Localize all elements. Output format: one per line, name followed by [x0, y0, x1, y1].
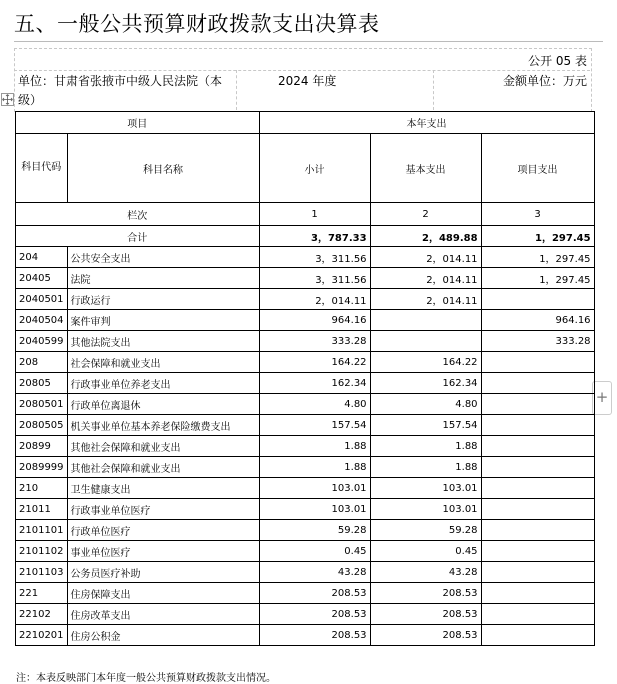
name-cell: 住房保障支出 — [67, 583, 259, 604]
code-cell: 204 — [16, 247, 68, 268]
project-cell — [481, 478, 594, 499]
project-cell — [481, 394, 594, 415]
table-row — [16, 394, 595, 415]
basic-cell: 103.01 — [370, 478, 481, 499]
total-row — [16, 226, 595, 247]
add-column-button[interactable]: + — [592, 381, 612, 415]
name-cell: 行政单位离退休 — [67, 394, 259, 415]
name-cell: 公务员医疗补助 — [67, 562, 259, 583]
project-cell — [481, 562, 594, 583]
basic-cell: 1.88 — [370, 457, 481, 478]
header-row — [16, 112, 595, 134]
project-cell — [481, 436, 594, 457]
title-divider — [14, 41, 603, 42]
subtotal-cell: 3，311.56 — [259, 247, 370, 268]
header-item: 项目 — [16, 112, 260, 134]
name-cell: 其他社会保障和就业支出 — [67, 457, 259, 478]
basic-cell: 164.22 — [370, 352, 481, 373]
project-cell — [481, 457, 594, 478]
subtotal-cell: 0.45 — [259, 541, 370, 562]
name-cell: 法院 — [67, 268, 259, 289]
name-cell: 行政事业单位养老支出 — [67, 373, 259, 394]
project-cell — [481, 499, 594, 520]
table-row — [16, 247, 595, 268]
basic-cell: 208.53 — [370, 625, 481, 646]
table-row — [16, 436, 595, 457]
table-row — [16, 373, 595, 394]
table-row — [16, 289, 595, 310]
header-code: 科目代码 — [16, 134, 68, 203]
subtotal-cell: 2，014.11 — [259, 289, 370, 310]
name-cell: 社会保障和就业支出 — [67, 352, 259, 373]
project-cell — [481, 415, 594, 436]
total-label: 合计 — [16, 226, 260, 247]
basic-cell — [370, 310, 481, 331]
basic-cell: 208.53 — [370, 604, 481, 625]
header-name: 科目名称 — [67, 134, 259, 203]
basic-cell: 2，014.11 — [370, 268, 481, 289]
subtotal-cell: 208.53 — [259, 625, 370, 646]
basic-cell: 43.28 — [370, 562, 481, 583]
name-cell: 住房改革支出 — [67, 604, 259, 625]
basic-cell: 0.45 — [370, 541, 481, 562]
basic-cell: 59.28 — [370, 520, 481, 541]
basic-cell: 157.54 — [370, 415, 481, 436]
code-cell: 2101101 — [16, 520, 68, 541]
header-project: 项目支出 — [481, 134, 594, 203]
code-cell: 221 — [16, 583, 68, 604]
table-row — [16, 625, 595, 646]
subtotal-cell: 59.28 — [259, 520, 370, 541]
total-project: 1，297.45 — [481, 226, 594, 247]
subtotal-cell: 43.28 — [259, 562, 370, 583]
header-current-year: 本年支出 — [259, 112, 594, 134]
header-row — [16, 134, 595, 203]
table-row — [16, 499, 595, 520]
column-order-1: 1 — [259, 203, 370, 226]
code-cell: 2080505 — [16, 415, 68, 436]
table-row — [16, 478, 595, 499]
table-row — [16, 604, 595, 625]
code-cell: 2210201 — [16, 625, 68, 646]
name-cell: 案件审判 — [67, 310, 259, 331]
basic-cell — [370, 331, 481, 352]
code-cell: 2040599 — [16, 331, 68, 352]
project-cell: 1，297.45 — [481, 268, 594, 289]
name-cell: 行政事业单位医疗 — [67, 499, 259, 520]
subtotal-cell: 103.01 — [259, 478, 370, 499]
table-row — [16, 310, 595, 331]
project-cell — [481, 625, 594, 646]
table-row — [16, 457, 595, 478]
code-cell: 2080501 — [16, 394, 68, 415]
subtotal-cell: 333.28 — [259, 331, 370, 352]
meta-divider — [14, 70, 590, 71]
project-cell — [481, 541, 594, 562]
table-row — [16, 352, 595, 373]
header-basic: 基本支出 — [370, 134, 481, 203]
form-number: 公开 05 表 — [528, 54, 587, 68]
code-cell: 20405 — [16, 268, 68, 289]
column-order-label: 栏次 — [16, 203, 260, 226]
total-subtotal: 3，787.33 — [259, 226, 370, 247]
name-cell: 机关事业单位基本养老保险缴费支出 — [67, 415, 259, 436]
column-order-row — [16, 203, 595, 226]
code-cell: 2040504 — [16, 310, 68, 331]
name-cell: 公共安全支出 — [67, 247, 259, 268]
code-cell: 208 — [16, 352, 68, 373]
code-cell: 20805 — [16, 373, 68, 394]
unit-label — [18, 72, 236, 110]
name-cell: 卫生健康支出 — [67, 478, 259, 499]
money-unit: 金额单位：万元 — [502, 74, 587, 88]
code-cell: 21011 — [16, 499, 68, 520]
basic-cell: 2，014.11 — [370, 247, 481, 268]
table-row — [16, 583, 595, 604]
project-cell — [481, 604, 594, 625]
code-cell: 2101103 — [16, 562, 68, 583]
report-year: 2024 年度 — [278, 74, 337, 88]
project-cell — [481, 520, 594, 541]
code-cell: 210 — [16, 478, 68, 499]
code-cell: 2089999 — [16, 457, 68, 478]
name-cell: 行政运行 — [67, 289, 259, 310]
header-subtotal: 小计 — [259, 134, 370, 203]
meta-divider — [236, 70, 237, 110]
basic-cell: 2，014.11 — [370, 289, 481, 310]
code-cell: 22102 — [16, 604, 68, 625]
table-row — [16, 520, 595, 541]
subtotal-cell: 208.53 — [259, 583, 370, 604]
subtotal-cell: 157.54 — [259, 415, 370, 436]
column-order-3: 3 — [481, 203, 594, 226]
subtotal-cell: 4.80 — [259, 394, 370, 415]
table-row — [16, 331, 595, 352]
expense-table — [15, 111, 595, 646]
project-cell: 1，297.45 — [481, 247, 594, 268]
basic-cell: 103.01 — [370, 499, 481, 520]
basic-cell: 162.34 — [370, 373, 481, 394]
total-basic: 2，489.88 — [370, 226, 481, 247]
project-cell — [481, 289, 594, 310]
name-cell: 事业单位医疗 — [67, 541, 259, 562]
project-cell — [481, 352, 594, 373]
code-cell: 2101102 — [16, 541, 68, 562]
name-cell: 行政单位医疗 — [67, 520, 259, 541]
basic-cell: 208.53 — [370, 583, 481, 604]
table-row — [16, 268, 595, 289]
name-cell: 住房公积金 — [67, 625, 259, 646]
code-cell: 20899 — [16, 436, 68, 457]
page-title: 五、一般公共预算财政拨款支出决算表 — [14, 12, 380, 36]
subtotal-cell: 208.53 — [259, 604, 370, 625]
project-cell — [481, 373, 594, 394]
name-cell: 其他法院支出 — [67, 331, 259, 352]
table-move-handle-icon[interactable] — [1, 93, 14, 106]
project-cell: 964.16 — [481, 310, 594, 331]
subtotal-cell: 3，311.56 — [259, 268, 370, 289]
table-row — [16, 562, 595, 583]
footnote: 注：本表反映部门本年度一般公共预算财政拨款支出情况。 — [16, 673, 276, 684]
subtotal-cell: 162.34 — [259, 373, 370, 394]
subtotal-cell: 103.01 — [259, 499, 370, 520]
project-cell — [481, 583, 594, 604]
unit-label-text: 单位：甘肃省张掖市中级人民法院（本级） — [18, 74, 223, 107]
subtotal-cell: 1.88 — [259, 436, 370, 457]
subtotal-cell: 1.88 — [259, 457, 370, 478]
table-row — [16, 415, 595, 436]
table-row — [16, 541, 595, 562]
project-cell: 333.28 — [481, 331, 594, 352]
subtotal-cell: 964.16 — [259, 310, 370, 331]
meta-divider — [433, 70, 434, 110]
name-cell: 其他社会保障和就业支出 — [67, 436, 259, 457]
code-cell: 2040501 — [16, 289, 68, 310]
basic-cell: 1.88 — [370, 436, 481, 457]
subtotal-cell: 164.22 — [259, 352, 370, 373]
column-order-2: 2 — [370, 203, 481, 226]
basic-cell: 4.80 — [370, 394, 481, 415]
